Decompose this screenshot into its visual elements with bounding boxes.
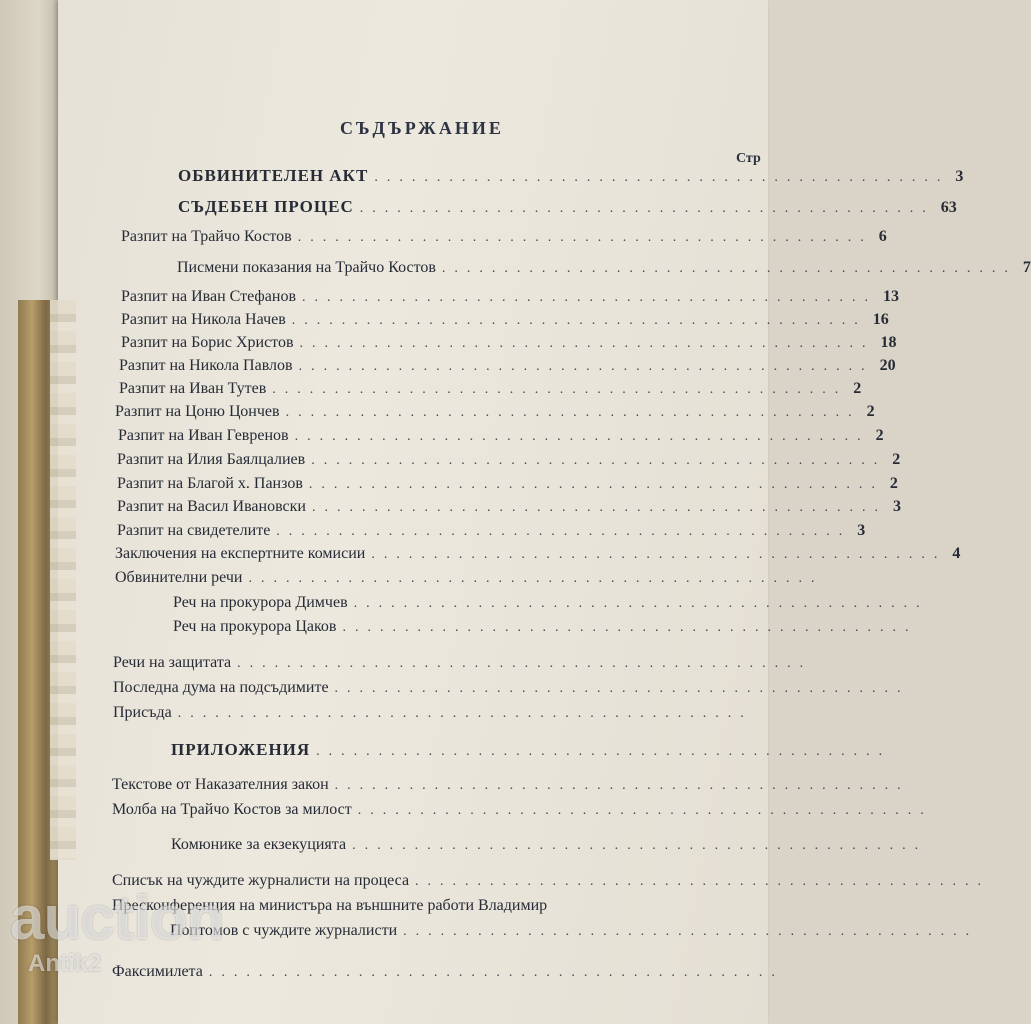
leader-dots: .............................................. xyxy=(415,874,991,889)
leader-dots: .............................................. xyxy=(298,359,874,374)
toc-entry xyxy=(113,654,813,676)
leader-dots: .............................................. xyxy=(357,803,933,818)
leader-dots: .............................................. xyxy=(316,744,892,759)
leader-dots: .............................................. xyxy=(374,170,950,185)
toc-entry-title: Молба на Трайчо Костов за милост xyxy=(112,801,352,818)
leader-dots: .............................................. xyxy=(311,500,887,515)
toc-entry-page: 3 xyxy=(857,522,866,539)
toc-entry-title: Разпит на Васил Ивановски xyxy=(117,498,306,515)
toc-entry-page: 16 xyxy=(872,311,889,328)
toc-entry-title: Комюнике за екзекуцията xyxy=(171,836,347,853)
toc-entry xyxy=(113,704,768,726)
toc-entry-title: Реч на прокурора Цаков xyxy=(173,618,337,635)
toc-entry xyxy=(115,545,961,567)
toc-entry-title: Речи на защитата xyxy=(113,654,232,671)
toc-entry-title: Разпит на Борис Христов xyxy=(121,334,294,351)
leader-dots: .............................................. xyxy=(359,201,935,216)
toc-entry-page: 2 xyxy=(892,451,901,468)
leader-dots: .............................................. xyxy=(353,596,929,611)
leader-dots: .............................................. xyxy=(208,965,784,980)
toc-entry-title: Факсимилета xyxy=(112,963,203,980)
toc-entry xyxy=(121,334,897,356)
leader-dots: .............................................. xyxy=(299,336,875,351)
toc-entry xyxy=(117,522,866,544)
toc-entry xyxy=(121,311,889,333)
toc-entry xyxy=(115,403,875,425)
toc-entry-title: Разпит на Иван Тутев xyxy=(119,380,267,397)
toc-entry-page: 6 xyxy=(878,228,887,245)
toc-entry-title: Писмени показания на Трайчо Костов xyxy=(177,259,436,276)
toc-entry xyxy=(112,776,910,798)
leader-dots: .............................................. xyxy=(441,261,1017,276)
toc-entry xyxy=(170,922,979,944)
toc-entry-page: 2 xyxy=(875,427,884,444)
leader-dots: .............................................. xyxy=(334,778,910,793)
watermark-line-1: auction xyxy=(10,884,224,953)
leader-dots: .............................................. xyxy=(285,405,861,420)
leader-dots: .............................................. xyxy=(248,571,824,586)
toc-entry xyxy=(119,380,862,402)
toc-entry xyxy=(117,498,901,520)
toc-entry-page: 2 xyxy=(853,380,862,397)
toc-entry-title: Присъда xyxy=(113,704,172,721)
toc-entry xyxy=(173,618,918,640)
toc-entry xyxy=(119,357,896,379)
leader-dots: .............................................. xyxy=(237,656,813,671)
toc-entry-title: Последна дума на подсъдимите xyxy=(113,679,329,696)
toc-entry-title: Текстове от Наказателния закон xyxy=(112,776,329,793)
toc-entry xyxy=(173,594,929,616)
toc-entry xyxy=(171,836,928,858)
leader-dots: .............................................. xyxy=(291,313,867,328)
toc-entry-title: Разпит на Благой х. Панзов xyxy=(117,475,303,492)
toc-entry-title: Разпит на свидетелите xyxy=(117,522,271,539)
leader-dots: .............................................. xyxy=(403,924,979,939)
watermark-logo xyxy=(10,884,224,978)
toc-entry-title: Реч на прокурора Димчев xyxy=(173,594,348,611)
toc-entry xyxy=(117,475,898,497)
toc-entry-page: 18 xyxy=(880,334,897,351)
toc-entry-title: Заключения на експертните комисии xyxy=(115,545,366,562)
toc-entry-page: 3 xyxy=(892,498,901,515)
toc-entry-title: Разпит на Иван Стефанов xyxy=(121,288,296,305)
toc-entry-title: Поптомов с чуждите журналисти xyxy=(170,922,398,939)
torn-page-edge xyxy=(50,300,76,860)
page-column-header: Стр xyxy=(736,151,761,166)
leader-dots: .............................................. xyxy=(297,230,873,245)
toc-entry-title: Разпит на Трайчо Костов xyxy=(121,228,292,245)
toc-entry-title: Разпит на Никола Начев xyxy=(121,311,286,328)
toc-entry xyxy=(117,451,901,473)
toc-entry xyxy=(118,427,884,449)
leader-dots: .............................................. xyxy=(177,706,753,721)
leader-dots: .............................................. xyxy=(276,524,852,539)
leader-dots: .............................................. xyxy=(334,681,910,696)
toc-entry-page: 3 xyxy=(955,168,964,185)
toc-entry-title: Обвинителни речи xyxy=(115,569,243,586)
toc-entry-title: СЪДЕБЕН ПРОЦЕС xyxy=(178,197,354,216)
toc-entry-page: 2 xyxy=(889,475,898,492)
toc-entry-title: Пресконференция на министъра на външните работи Владимир xyxy=(112,897,548,914)
leader-dots: .............................................. xyxy=(342,620,918,635)
toc-entry-page: 13 xyxy=(883,288,899,305)
toc-entry-title: Разпит на Никола Павлов xyxy=(119,357,293,374)
toc-entry-page: 7 xyxy=(1022,259,1031,276)
toc-entry xyxy=(177,259,1031,281)
toc-entry-title: Списък на чуждите журналисти на процеса xyxy=(112,872,410,889)
toc-entry-page: 63 xyxy=(940,199,957,216)
leader-dots: .............................................. xyxy=(272,382,848,397)
toc-entry-title: Разпит на Цоню Цончев xyxy=(115,403,280,420)
watermark-line-2: Antik2 xyxy=(28,950,102,977)
toc-entry xyxy=(121,228,887,250)
toc-entry xyxy=(178,197,957,219)
toc-entry xyxy=(112,801,933,823)
leader-dots: .............................................. xyxy=(352,838,928,853)
leader-dots: .............................................. xyxy=(294,429,870,444)
toc-entry xyxy=(113,679,910,701)
toc-entry xyxy=(178,166,964,188)
toc-entry xyxy=(115,569,824,591)
toc-entry-page: 20 xyxy=(879,357,896,374)
toc-entry-title: ПРИЛОЖЕНИЯ xyxy=(171,740,311,759)
toc-entry-title: Разпит на Иван Гевренов xyxy=(118,427,289,444)
toc-entry-page: 2 xyxy=(866,403,875,420)
leader-dots: .............................................. xyxy=(302,290,877,305)
toc-entry-page: 4 xyxy=(952,545,961,562)
toc-entry-title: Разпит на Илия Баялцалиев xyxy=(117,451,306,468)
leader-dots: .............................................. xyxy=(308,477,884,492)
leader-dots: .............................................. xyxy=(371,547,947,562)
page-title: СЪДЪРЖАНИЕ xyxy=(340,118,504,138)
toc-entry-title: ОБВИНИТЕЛЕН АКТ xyxy=(178,166,369,185)
toc-entry xyxy=(171,740,892,762)
toc-entry xyxy=(121,288,899,310)
leader-dots: .............................................. xyxy=(311,453,887,468)
